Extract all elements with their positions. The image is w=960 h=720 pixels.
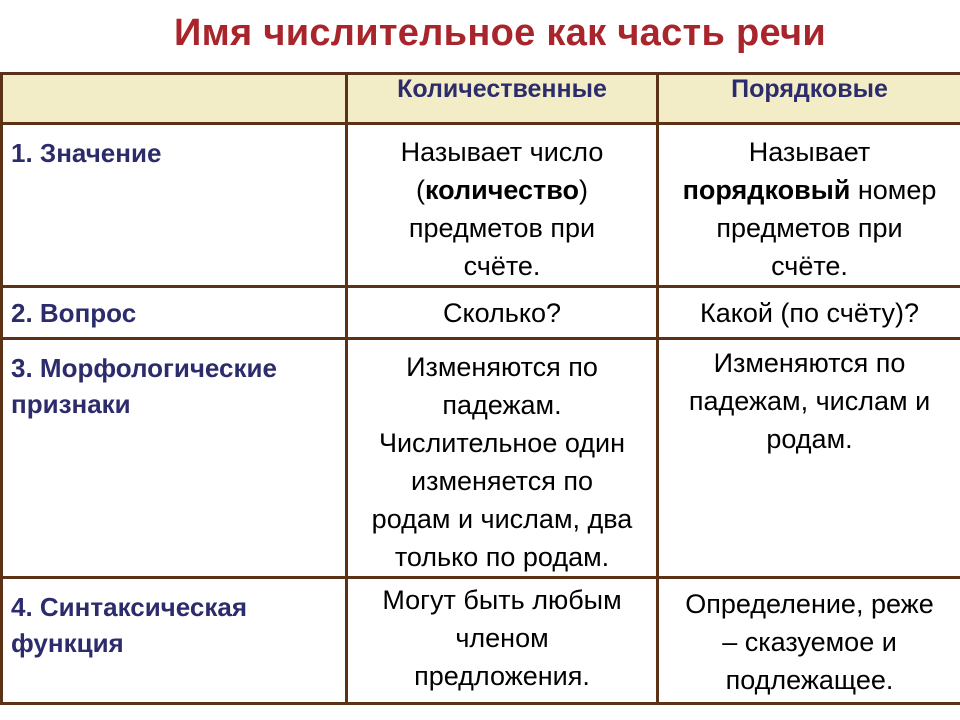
comparison-table [0, 72, 960, 705]
cell-morphology-quantitative: Изменяются по падежам. Числительное один изменяется по родам и числам, два только по родам. [347, 339, 658, 578]
text-part: счёте. [771, 251, 848, 281]
table-row [2, 124, 960, 287]
table-row [2, 287, 960, 339]
text-part: номер [850, 175, 937, 205]
row-label-meaning: 1. Значение [2, 124, 347, 287]
page-title: Имя числительное как часть речи [173, 12, 826, 54]
text-part: предметов при [408, 213, 596, 243]
text-part: счёте. [463, 251, 541, 281]
text-part: ) [579, 175, 589, 205]
table-header-row [2, 74, 960, 124]
cell-morphology-ordinal: Изменяются по падежам, числам и родам. [658, 339, 960, 578]
text-bold: порядковый [682, 175, 851, 205]
text-bold: количество [424, 175, 580, 205]
row-label-morphology: 3. Морфологические признаки [2, 339, 347, 578]
table-row [2, 578, 960, 704]
cell-meaning-quantitative [347, 124, 658, 287]
text-part: предметов при [716, 213, 903, 243]
cell-syntax-ordinal: Определение, реже – сказуемое и подлежащее. [658, 578, 960, 704]
table-row [2, 339, 960, 578]
cell-syntax-quantitative: Могут быть любым членом предложения. [347, 578, 658, 704]
text-part: ( [415, 175, 425, 205]
row-label-question: 2. Вопрос [2, 287, 347, 339]
row-label-syntax: 4. Синтаксическая функция [2, 578, 347, 704]
header-quantitative: Количественные [347, 74, 658, 124]
cell-meaning-ordinal [658, 124, 960, 287]
text-part: Называет [748, 137, 871, 167]
cell-question-quantitative: Сколько? [347, 287, 658, 339]
header-empty-cell [2, 74, 347, 124]
cell-question-ordinal: Какой (по счёту)? [658, 287, 960, 339]
header-ordinal: Порядковые [658, 74, 960, 124]
text-part: Называет число [400, 137, 604, 167]
